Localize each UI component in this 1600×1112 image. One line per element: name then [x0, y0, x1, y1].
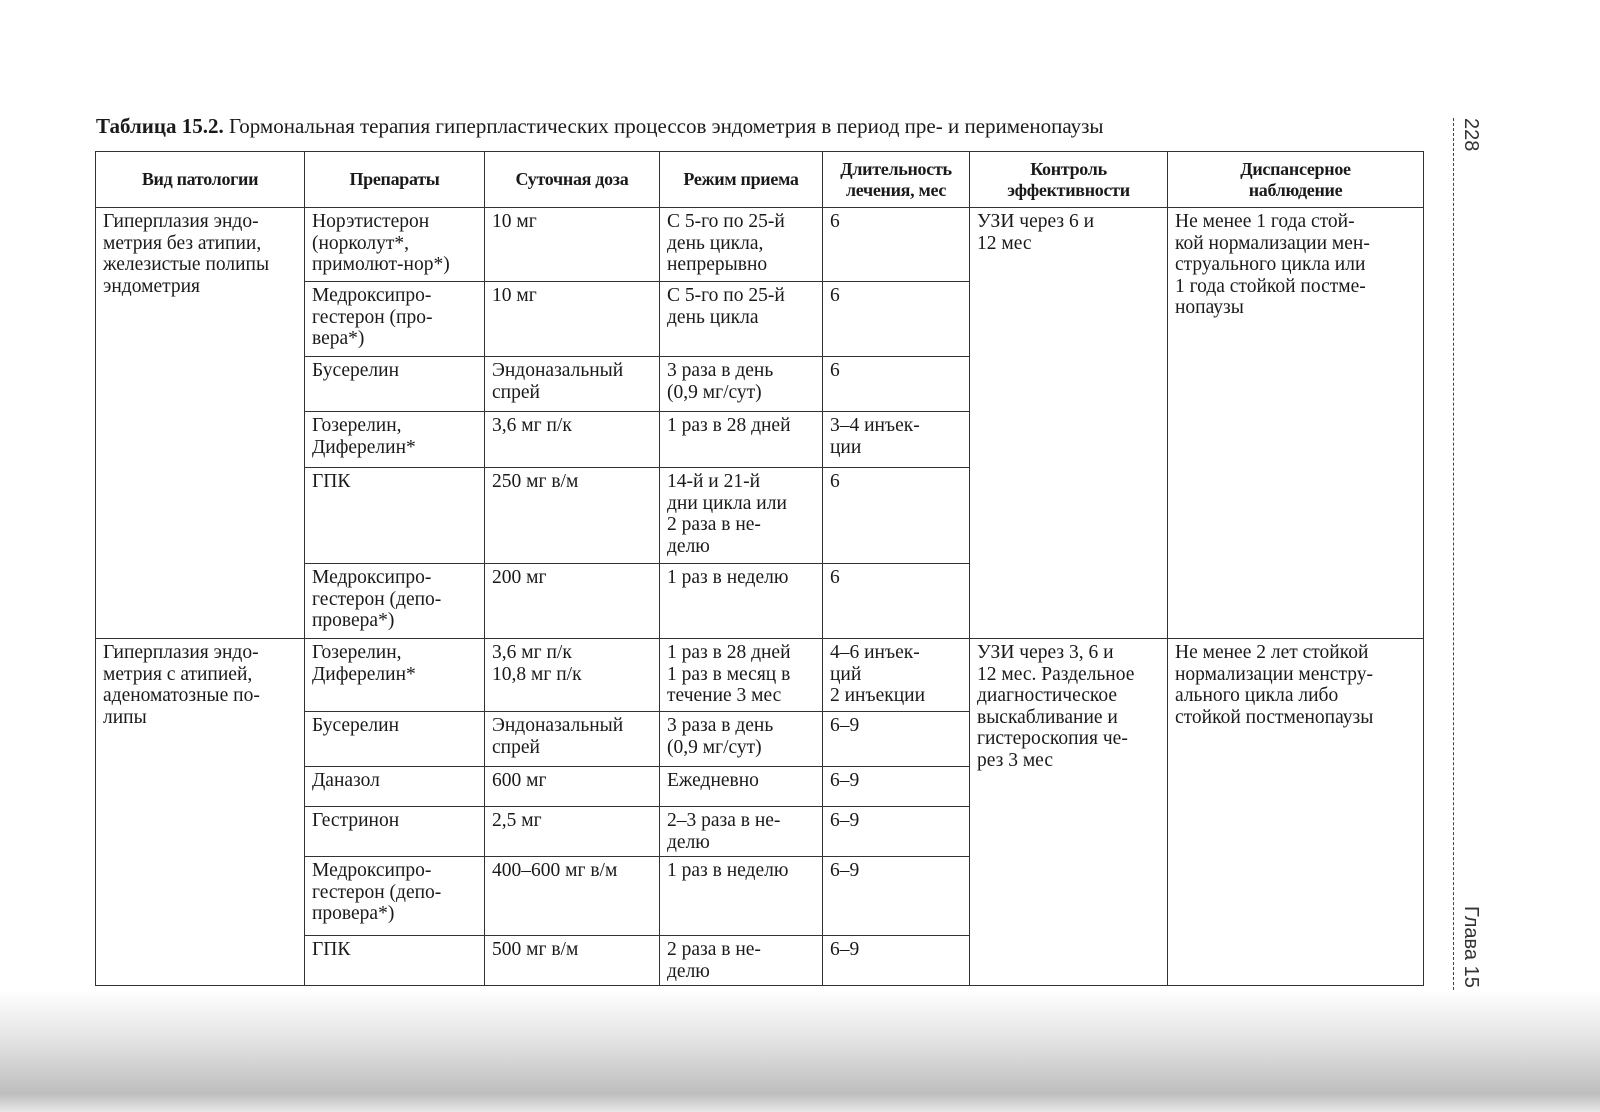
followup-cell: Не менее 2 лет стойкой нормализации менстру- ального цикла либо стойкой постменопаузы	[1168, 639, 1424, 986]
table-title: Гормональная терапия гиперпластических процессов эндометрия в период пре- и перименопаузы	[223, 114, 1104, 138]
dose-cell: 600 мг	[485, 767, 660, 807]
duration-cell: 6–9	[823, 936, 970, 986]
page-number: 228	[1460, 118, 1482, 152]
drug-cell: Гестринон	[305, 807, 485, 857]
hormone-therapy-table	[95, 151, 1424, 986]
header-drugs: Препараты	[305, 152, 485, 208]
drug-cell: ГПК	[305, 468, 485, 564]
drug-cell: Норэтистерон (норколут*, примолют-нор*)	[305, 208, 485, 282]
regimen-cell: 2 раза в не- делю	[660, 936, 823, 986]
regimen-cell: С 5-го по 25-й день цикла, непрерывно	[660, 208, 823, 282]
dose-cell: 500 мг в/м	[485, 936, 660, 986]
dose-cell: 200 мг	[485, 564, 660, 639]
regimen-cell: 2–3 раза в не- делю	[660, 807, 823, 857]
dose-cell: 10 мг	[485, 282, 660, 357]
table-row	[96, 639, 1424, 712]
drug-cell: Медроксипро- гестерон (депо- провера*)	[305, 857, 485, 936]
chapter-label: Глава 15	[1460, 906, 1482, 988]
header-daily-dose: Суточная доза	[485, 152, 660, 208]
dose-cell: 250 мг в/м	[485, 468, 660, 564]
drug-cell: Гозерелин, Диферелин*	[305, 412, 485, 468]
pathology-cell: Гиперплазия эндо- метрия с атипией, аденоматозные по- липы	[96, 639, 305, 986]
pathology-cell: Гиперплазия эндо- метрия без атипии, железистые полипы эндометрия	[96, 208, 305, 639]
scan-shadow	[0, 990, 1600, 1112]
control-cell: УЗИ через 6 и 12 мес	[970, 208, 1168, 639]
duration-cell: 6	[823, 564, 970, 639]
drug-cell: Даназол	[305, 767, 485, 807]
dose-cell: 3,6 мг п/к	[485, 412, 660, 468]
duration-cell: 3–4 инъек- ции	[823, 412, 970, 468]
header-control: Контроль эффективности	[970, 152, 1168, 208]
duration-cell: 6	[823, 468, 970, 564]
dose-cell: 10 мг	[485, 208, 660, 282]
regimen-cell: 3 раза в день (0,9 мг/сут)	[660, 712, 823, 767]
header-regimen: Режим приема	[660, 152, 823, 208]
duration-cell: 6	[823, 208, 970, 282]
duration-cell: 6–9	[823, 767, 970, 807]
regimen-cell: 14-й и 21-й дни цикла или 2 раза в не- делю	[660, 468, 823, 564]
dose-cell: Эндоназальный спрей	[485, 712, 660, 767]
duration-cell: 4–6 инъек- ций 2 инъекции	[823, 639, 970, 712]
table-number: Таблица 15.2.	[96, 114, 224, 138]
drug-cell: Медроксипро- гестерон (депо- провера*)	[305, 564, 485, 639]
duration-cell: 6–9	[823, 857, 970, 936]
drug-cell: ГПК	[305, 936, 485, 986]
table-caption	[96, 114, 1104, 139]
table-row	[96, 208, 1424, 282]
dose-cell: Эндоназальный спрей	[485, 357, 660, 412]
dose-cell: 400–600 мг в/м	[485, 857, 660, 936]
margin-rule	[1453, 118, 1454, 990]
duration-cell: 6	[823, 357, 970, 412]
drug-cell: Медроксипро- гестерон (про- вера*)	[305, 282, 485, 357]
control-cell: УЗИ через 3, 6 и 12 мес. Раздельное диагностическое выскабливание и гистероскопия че- рез 3 мес	[970, 639, 1168, 986]
followup-cell: Не менее 1 года стой- кой нормализации мен- струального цикла или 1 года стойкой постме- нопаузы	[1168, 208, 1424, 639]
duration-cell: 6–9	[823, 712, 970, 767]
header-row	[96, 152, 1424, 208]
dose-cell: 2,5 мг	[485, 807, 660, 857]
regimen-cell: С 5-го по 25-й день цикла	[660, 282, 823, 357]
drug-cell: Бусерелин	[305, 712, 485, 767]
dose-cell: 3,6 мг п/к 10,8 мг п/к	[485, 639, 660, 712]
duration-cell: 6	[823, 282, 970, 357]
header-duration: Длительность лечения, мес	[823, 152, 970, 208]
regimen-cell: 1 раз в 28 дней	[660, 412, 823, 468]
drug-cell: Гозерелин, Диферелин*	[305, 639, 485, 712]
regimen-cell: Ежедневно	[660, 767, 823, 807]
regimen-cell: 3 раза в день (0,9 мг/сут)	[660, 357, 823, 412]
header-pathology: Вид патологии	[96, 152, 305, 208]
header-followup: Диспансерное наблюдение	[1168, 152, 1424, 208]
regimen-cell: 1 раз в неделю	[660, 564, 823, 639]
regimen-cell: 1 раз в 28 дней 1 раз в месяц в течение 3 мес	[660, 639, 823, 712]
drug-cell: Бусерелин	[305, 357, 485, 412]
table-body	[96, 208, 1424, 986]
regimen-cell: 1 раз в неделю	[660, 857, 823, 936]
duration-cell: 6–9	[823, 807, 970, 857]
